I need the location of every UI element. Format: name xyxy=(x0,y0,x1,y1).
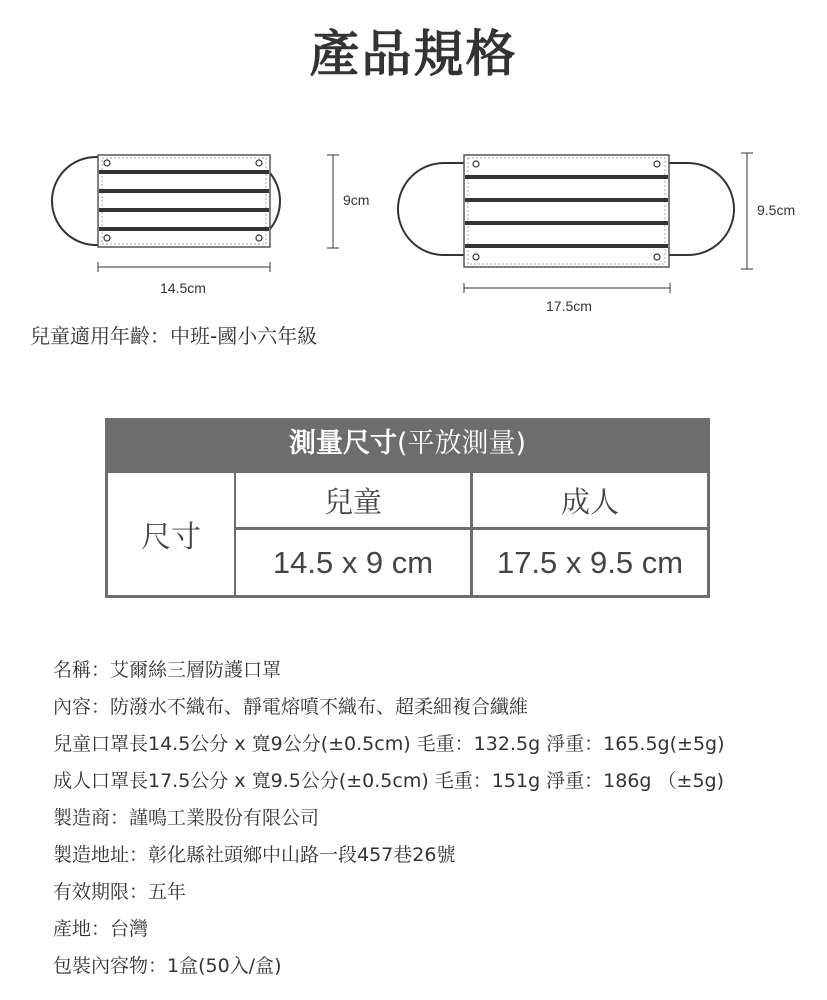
adult-width-label: 17.5cm xyxy=(546,298,592,314)
age-note: 兒童適用年齡：中班-國小六年級 xyxy=(30,324,318,348)
child-size-cell xyxy=(236,530,470,595)
child-height-label: 9cm xyxy=(343,192,370,208)
table-header xyxy=(105,418,710,470)
child-width-label: 14.5cm xyxy=(160,280,206,296)
row-label: 尺寸 xyxy=(141,521,201,554)
page-title: 產品規格 xyxy=(309,25,518,83)
col-adult-header xyxy=(473,473,707,527)
size-table xyxy=(105,418,710,598)
info-child-size-weight: 兒童口罩長14.5公分 x 寬9公分(±0.5cm) 毛重：132.5g 淨重：165.5g(±5g) xyxy=(53,733,725,755)
child-size-value: 14.5 x 9 cm xyxy=(272,544,434,580)
info-name: 名稱：艾爾絲三層防護口罩 xyxy=(53,659,282,681)
info-manufacturer: 製造商：謹鳴工業股份有限公司 xyxy=(53,807,320,829)
info-expiry: 有效期限：五年 xyxy=(53,881,187,903)
info-adult-size-weight: 成人口罩長17.5公分 x 寬9.5公分(±0.5cm) 毛重：151g 淨重：186g （±5g) xyxy=(53,770,725,792)
table-header-title: 測量尺寸 xyxy=(288,428,397,459)
info-origin: 產地：台灣 xyxy=(53,918,149,940)
table-header-note: (平放測量) xyxy=(396,428,527,459)
info-package: 包裝內容物：1盒(50入/盒) xyxy=(53,955,282,977)
info-material: 內容：防潑水不織布、靜電熔噴不織布、超柔細複合纖維 xyxy=(53,696,529,718)
mask-diagrams xyxy=(0,145,827,315)
col-child-header xyxy=(236,473,470,527)
adult-size-value: 17.5 x 9.5 cm xyxy=(496,544,684,580)
col-child-label: 兒童 xyxy=(323,486,382,519)
product-info-list xyxy=(53,652,813,985)
adult-mask-diagram xyxy=(390,145,820,315)
adult-size-cell xyxy=(473,530,707,595)
adult-height-label: 9.5cm xyxy=(757,202,796,218)
info-address: 製造地址：彰化縣社頭鄉中山路一段457巷26號 xyxy=(53,844,456,866)
row-label-cell xyxy=(108,473,234,595)
col-adult-label: 成人 xyxy=(560,486,619,519)
